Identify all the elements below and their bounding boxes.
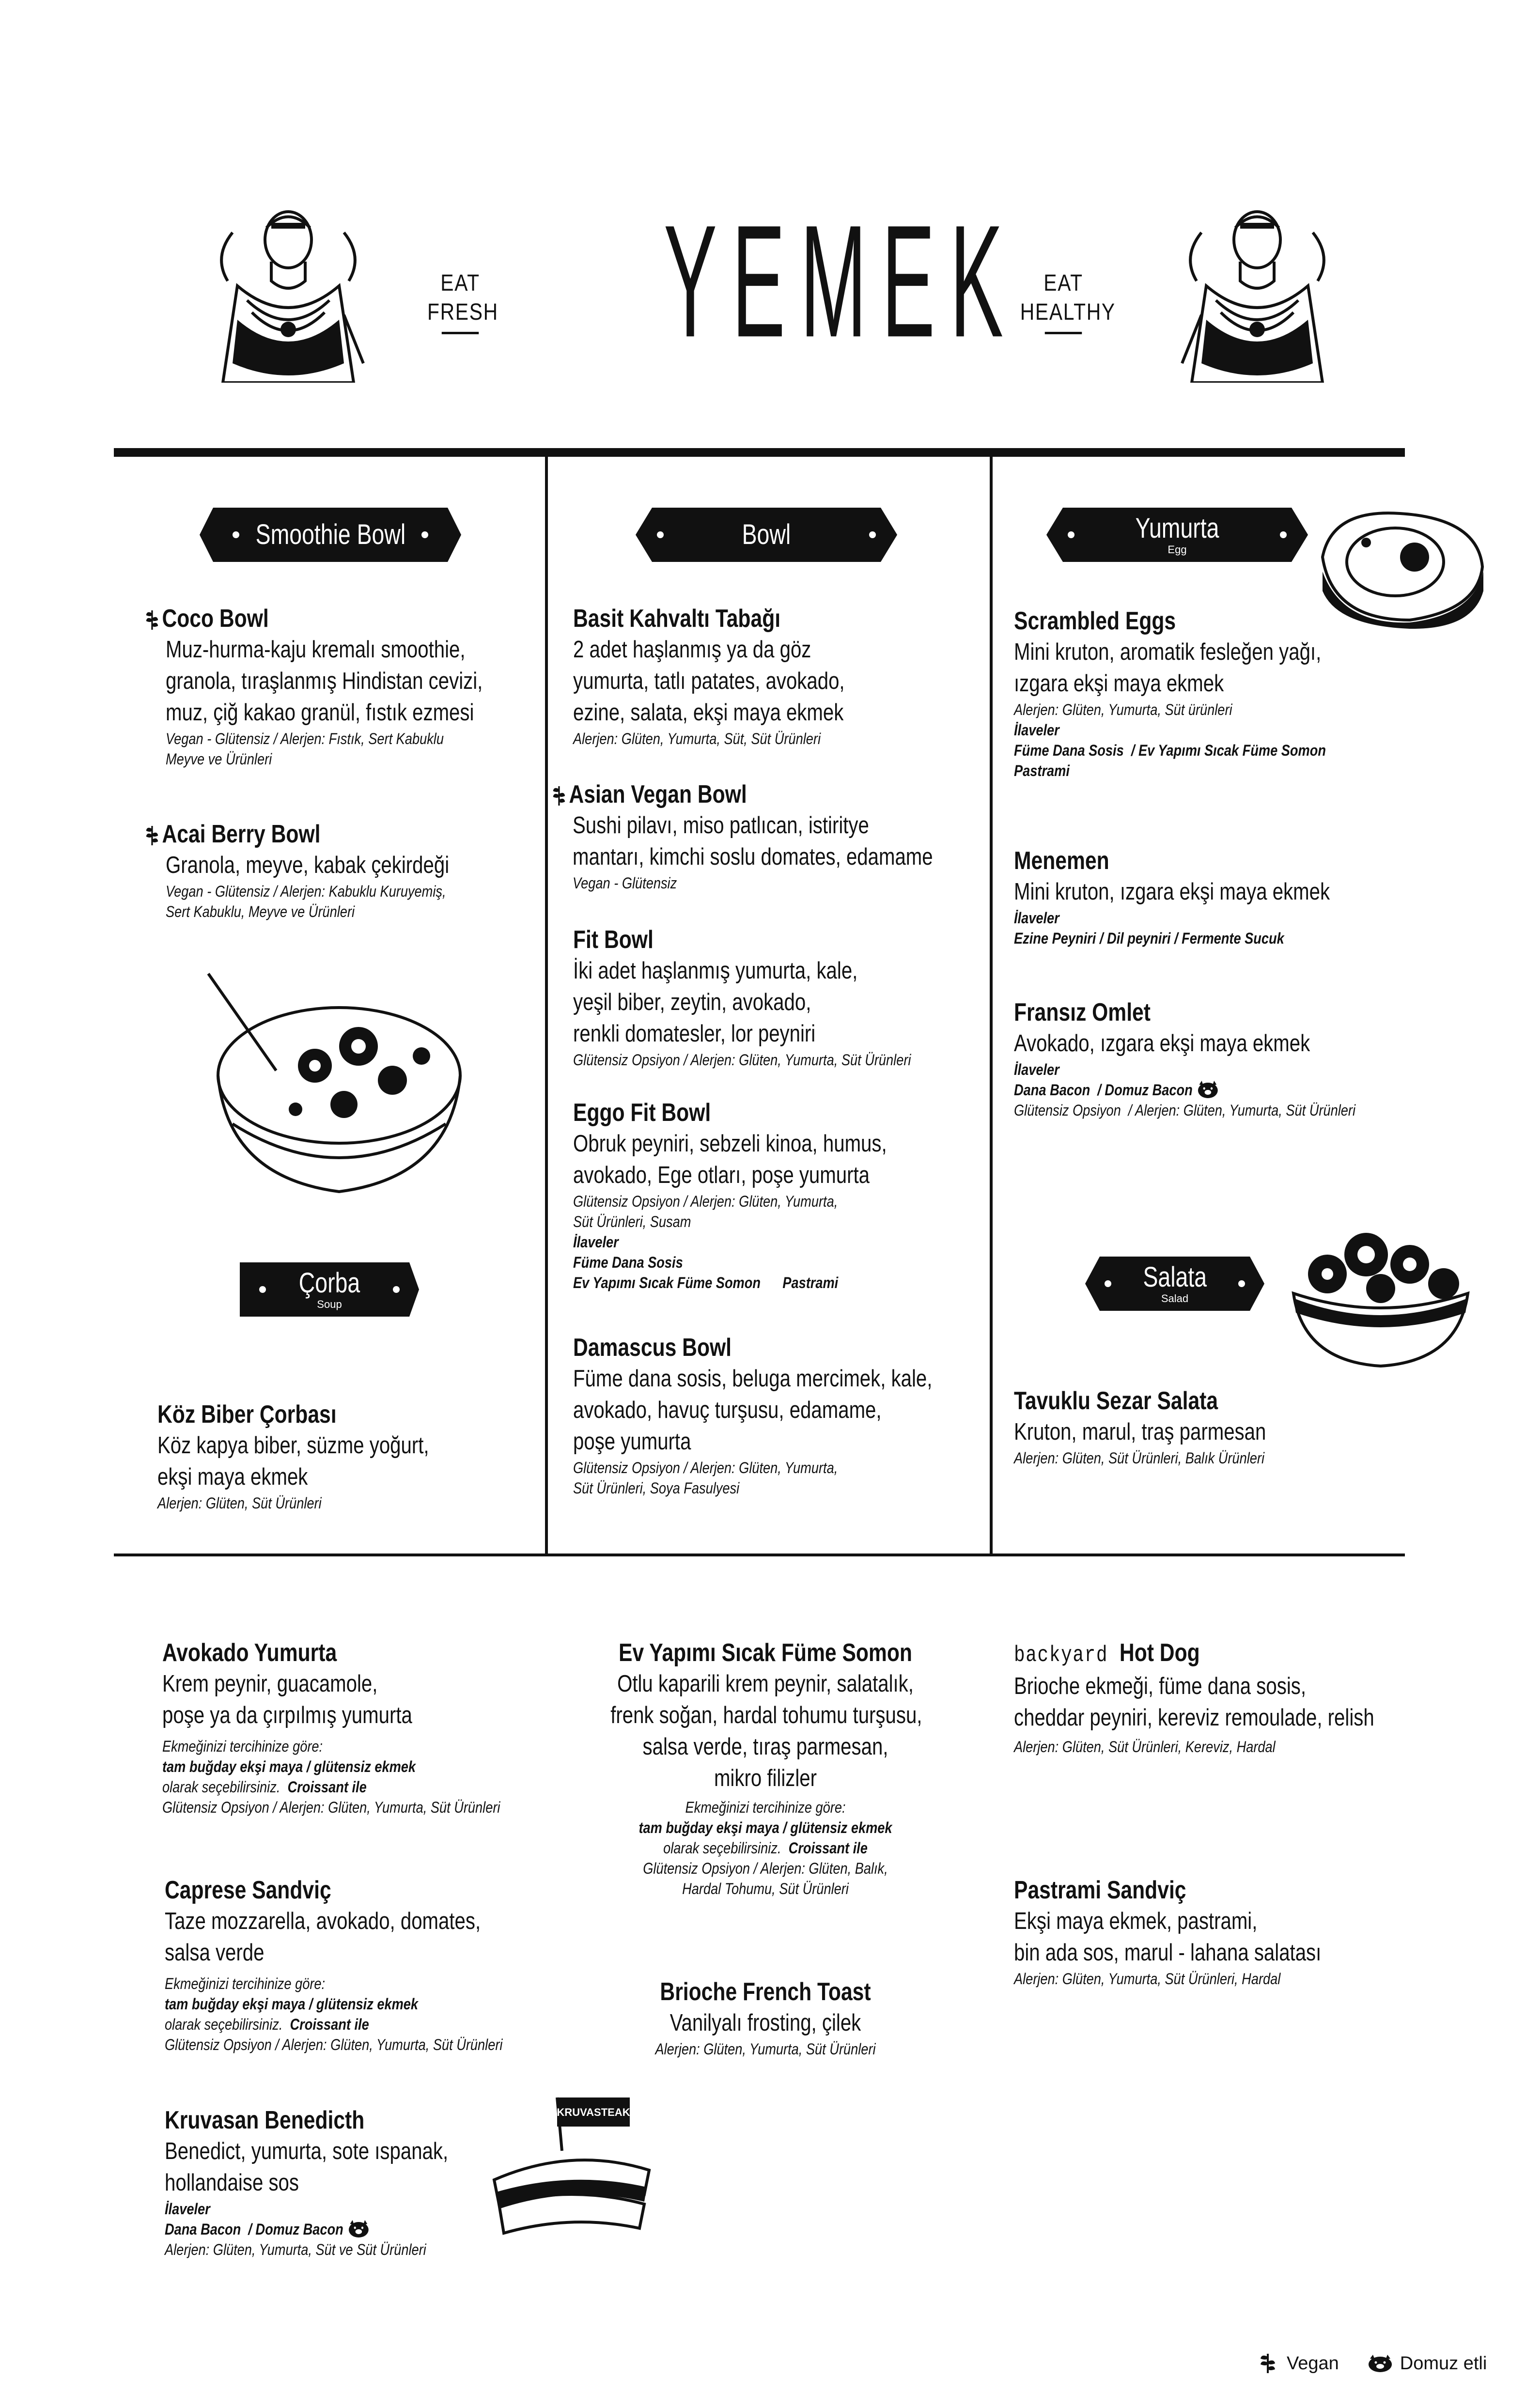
item-name-text: Hot Dog (1119, 1639, 1200, 1667)
bread-text: olarak seçebilirsiniz. (165, 2016, 283, 2033)
item-desc-line: ızgara ekşi maya ekmek (1014, 670, 1224, 697)
item-desc-line: renkli domatesler, lor peyniri (573, 1021, 816, 1047)
grid-bottom-divider (114, 1554, 1405, 1556)
item-name (145, 603, 479, 634)
bread-text: olarak seçebilirsiniz. (663, 1839, 781, 1857)
icon-legend (1260, 2352, 1487, 2375)
item-name-prefix: backyard (1014, 1643, 1108, 1668)
item-note-line: Glütensiz Opsiyon / Alerjen: Glüten, Balık, (643, 1860, 888, 1877)
extras-text: Dana Bacon / Domuz Bacon (1014, 1081, 1193, 1099)
pig-icon (1367, 2353, 1393, 2374)
item-note-line: Vegan - Glütensiz / Alerjen: Kabuklu Kuruyemiş, (166, 883, 446, 900)
item-desc-line: ezine, salata, ekşi maya ekmek (573, 699, 844, 726)
tagline-line-2: HEALTHY (1020, 299, 1116, 325)
header-divider (114, 448, 1405, 457)
section-subtitle: Egg (1168, 544, 1187, 556)
item-desc-line: 2 adet haşlanmış ya da göz (573, 637, 811, 663)
smoothie-bowl-illustration (199, 964, 475, 1206)
menu-item-menemen (1014, 845, 1399, 948)
section-title: Salata (1143, 1261, 1207, 1293)
item-desc-line: hollandaise sos (165, 2170, 299, 2196)
item-bread-line: tam buğday ekşi maya / glütensiz ekmek (162, 1758, 416, 1775)
item-desc-line: poşe ya da çırpılmış yumurta (162, 1702, 412, 1728)
item-name (552, 779, 929, 810)
item-desc-line: salsa verde, tıraş parmesan, (642, 1734, 888, 1760)
item-note-line: Vegan - Glütensiz (573, 874, 677, 892)
tagline-underline (1045, 332, 1082, 334)
item-extras-line: Füme Dana Sosis (573, 1254, 683, 1271)
section-title: Çorba (298, 1267, 360, 1299)
menu-item-koz-biber-corbasi (157, 1399, 489, 1513)
item-desc-line: granola, tıraşlanmış Hindistan cevizi, (166, 668, 483, 694)
pig-icon (343, 2221, 370, 2238)
item-bread-line: tam buğday ekşi maya / glütensiz ekmek (638, 1819, 892, 1836)
badge-dot (393, 1286, 400, 1293)
sandwich-flag-label: KRUVASTEAK (557, 2106, 630, 2118)
badge-dot (1238, 1280, 1245, 1287)
item-note-line: Sert Kabuklu, Meyve ve Ürünleri (166, 903, 355, 920)
item-name: Basit Kahvaltı Tabağı (573, 605, 781, 633)
item-name: Damascus Bowl (573, 1334, 732, 1362)
item-note-line: Hardal Tohumu, Süt Ürünleri (682, 1880, 849, 1897)
item-bread-line: Ekmeğinizi tercihinize göre: (685, 1799, 846, 1816)
item-note-line: Alerjen: Glüten, Yumurta, Süt ürünleri (1014, 701, 1232, 718)
sandwich-illustration (484, 2093, 659, 2243)
vegan-icon (145, 820, 162, 848)
item-extras-line: Ev Yapımı Sıcak Füme Somon Pastrami (573, 1274, 839, 1291)
menu-item-brioche-french-toast (576, 1976, 954, 2059)
item-desc-line: Muz-hurma-kaju kremalı smoothie, (166, 637, 466, 663)
item-desc-line: Otlu kaparili krem peynir, salatalık, (617, 1671, 914, 1697)
item-desc-line: salsa verde (165, 1940, 265, 1966)
item-bread-line (605, 1838, 926, 1858)
tagline-line-2: FRESH (427, 299, 498, 325)
item-name: Fit Bowl (573, 926, 654, 954)
badge-dot (421, 531, 428, 538)
item-name: Avokado Yumurta (162, 1639, 337, 1667)
section-badge-bowl (636, 508, 897, 562)
section-subtitle: Salad (1161, 1292, 1189, 1305)
menu-item-acai-berry-bowl (145, 819, 512, 922)
item-desc-line: Füme dana sosis, beluga mercimek, kale, (573, 1366, 933, 1392)
menu-item-fransiz-omlet (1014, 997, 1416, 1120)
item-extras-line (165, 2219, 459, 2239)
item-name: Pastrami Sandviç (1014, 1876, 1186, 1904)
item-extras-line: Füme Dana Sosis / Ev Yapımı Sıcak Füme Somon (1014, 742, 1326, 759)
tribal-figure-right-illustration (1168, 203, 1347, 383)
item-note-line: Vegan - Glütensiz / Alerjen: Fıstık, Sert Kabuklu (166, 730, 444, 747)
item-name: Caprese Sandviç (165, 1876, 331, 1904)
item-note-line: Alerjen: Glüten, Yumurta, Süt ve Süt Ürünleri (165, 2241, 426, 2258)
item-name (1014, 1637, 1374, 1671)
item-note-line: Alerjen: Glüten, Yumurta, Süt Ürünleri (655, 2040, 876, 2058)
menu-item-eggo-fit-bowl (573, 1097, 956, 1293)
item-desc-line: Brioche ekmeği, füme dana sosis, (1014, 1673, 1306, 1699)
item-desc-line: Köz kapya biber, süzme yoğurt, (157, 1432, 429, 1459)
item-name: Kruvasan Benedicth (165, 2106, 365, 2134)
item-name: Köz Biber Çorbası (157, 1400, 337, 1429)
bread-text: olarak seçebilirsiniz. (162, 1778, 280, 1796)
item-name: Scrambled Eggs (1014, 607, 1176, 635)
item-desc-line: frenk soğan, hardal tohumu turşusu, (610, 1702, 922, 1728)
menu-item-damascus-bowl (573, 1332, 1011, 1498)
legend-pork-label: Domuz etli (1400, 2353, 1487, 2374)
menu-item-fit-bowl (573, 924, 971, 1070)
section-title: Smoothie Bowl (255, 519, 405, 550)
item-desc-line: ekşi maya ekmek (157, 1464, 308, 1490)
item-desc-line: Mini kruton, aromatik fesleğen yağı, (1014, 639, 1322, 665)
item-bread-line (165, 2014, 502, 2035)
item-desc-line: Obruk peyniri, sebzeli kinoa, humus, (573, 1131, 887, 1157)
badge-dot (1068, 531, 1074, 538)
section-badge-corba (240, 1262, 419, 1317)
item-desc-line: cheddar peyniri, kereviz remoulade, relish (1014, 1705, 1374, 1731)
tribal-figure-left-illustration (199, 203, 378, 383)
item-desc-line: Kruton, marul, traş parmesan (1014, 1419, 1266, 1445)
item-name-text: Acai Berry Bowl (162, 820, 321, 848)
item-bread-line: tam buğday ekşi maya / glütensiz ekmek (165, 1995, 419, 2013)
item-note-line: Alerjen: Glüten, Süt Ürünleri (157, 1494, 322, 1512)
item-extras-label: İlaveler (165, 2200, 210, 2218)
item-extras-label: İlaveler (1014, 1061, 1059, 1078)
item-bread-line (162, 1777, 500, 1797)
item-desc-line: Vanilyalı frosting, çilek (670, 2010, 861, 2036)
item-extras-label: İlaveler (573, 1233, 619, 1251)
item-name: Fransız Omlet (1014, 998, 1151, 1026)
item-name-text: Coco Bowl (162, 605, 269, 633)
item-desc-line: bin ada sos, marul - lahana salatası (1014, 1940, 1322, 1966)
item-extras-label: İlaveler (1014, 909, 1059, 927)
vegan-icon (1260, 2352, 1280, 2375)
bread-croissant: Croissant ile (287, 1778, 367, 1796)
menu-item-basit-kahvalti (573, 603, 904, 749)
item-desc-line: avokado, Ege otları, poşe yumurta (573, 1162, 870, 1188)
bread-croissant: Croissant ile (290, 2016, 369, 2033)
badge-dot (657, 531, 664, 538)
section-badge-yumurta (1046, 508, 1308, 562)
item-bread-line: Ekmeğinizi tercihinize göre: (165, 1975, 326, 1992)
menu-item-kruvasan-benedicth (165, 2105, 511, 2260)
item-note-line: Alerjen: Glüten, Yumurta, Süt Ürünleri, Hardal (1014, 1970, 1281, 1988)
item-desc-line: yumurta, tatlı patates, avokado, (573, 668, 845, 694)
item-desc-line: poşe yumurta (573, 1429, 691, 1455)
menu-item-caprese-sandvic (165, 1875, 562, 2055)
section-title: Yumurta (1135, 513, 1219, 544)
pig-icon (1193, 1081, 1219, 1099)
item-extras-label: İlaveler (1014, 721, 1059, 739)
item-note-line: Alerjen: Glüten, Süt Ürünleri, Balık Ürünleri (1014, 1449, 1265, 1467)
legend-vegan-label: Vegan (1287, 2353, 1339, 2374)
item-name: Tavuklu Sezar Salata (1014, 1387, 1218, 1415)
badge-dot (1280, 531, 1287, 538)
badge-dot (1105, 1280, 1111, 1287)
item-note-line: Glütensiz Opsiyon / Alerjen: Glüten, Yumurta, Süt Ürünleri (573, 1051, 911, 1069)
item-note-line: Glütensiz Opsiyon / Alerjen: Glüten, Yumurta, (573, 1459, 838, 1476)
item-extras-line: Ezine Peyniri / Dil peyniri / Fermente Sucuk (1014, 930, 1284, 947)
item-desc-line: yeşil biber, zeytin, avokado, (573, 989, 811, 1015)
item-note-line: Alerjen: Glüten, Süt Ürünleri, Kereviz, Hardal (1014, 1738, 1276, 1756)
menu-item-pastrami-sandvic (1014, 1875, 1389, 1989)
item-name-text: Asian Vegan Bowl (569, 780, 747, 808)
item-note-line: Glütensiz Opsiyon / Alerjen: Glüten, Yumurta, (573, 1193, 838, 1210)
item-desc-line: Krem peynir, guacamole, (162, 1671, 378, 1697)
item-desc-line: Mini kruton, ızgara ekşi maya ekmek (1014, 879, 1330, 905)
tagline-underline (442, 332, 479, 334)
menu-item-ev-yapimi-sicak-fume-somon (576, 1637, 954, 1899)
item-desc-line: Sushi pilavı, miso patlıcan, istiritye (573, 812, 869, 839)
item-note-line: Süt Ürünleri, Susam (573, 1213, 691, 1230)
menu-item-scrambled-eggs (1014, 606, 1388, 781)
item-note-line: Süt Ürünleri, Soya Fasulyesi (573, 1479, 740, 1497)
tagline-line-1: EAT (1043, 270, 1083, 296)
item-name: Ev Yapımı Sıcak Füme Somon (619, 1639, 912, 1667)
menu-item-coco-bowl (145, 603, 552, 769)
extras-text: Dana Bacon / Domuz Bacon (165, 2221, 343, 2238)
menu-item-backyard-hot-dog (1014, 1637, 1453, 1757)
vegan-icon (145, 605, 162, 633)
vegan-icon (552, 780, 569, 808)
item-desc-line: İki adet haşlanmış yumurta, kale, (573, 958, 858, 984)
item-note-line: Meyve ve Ürünleri (166, 750, 272, 768)
item-desc-line: Taze mozzarella, avokado, domates, (165, 1908, 481, 1934)
item-desc-line: mantarı, kimchi soslu domates, edamame (573, 844, 933, 870)
badge-dot (259, 1286, 266, 1293)
item-desc-line: avokado, havuç turşusu, edamame, (573, 1397, 882, 1423)
eat-healthy-tagline (1020, 269, 1116, 334)
section-badge-smoothie-bowl (200, 508, 461, 562)
item-name: Eggo Fit Bowl (573, 1099, 711, 1127)
item-note-line: Glütensiz Opsiyon / Alerjen: Glüten, Yumurta, Süt Ürünleri (1014, 1102, 1355, 1119)
item-note-line: Glütensiz Opsiyon / Alerjen: Glüten, Yumurta, Süt Ürünleri (162, 1799, 500, 1816)
item-desc-line: Granola, meyve, kabak çekirdeği (166, 852, 450, 878)
bread-croissant: Croissant ile (788, 1839, 868, 1857)
section-badge-salata (1085, 1257, 1264, 1311)
item-bread-line: Ekmeğinizi tercihinize göre: (162, 1738, 323, 1755)
salad-bowl-illustration (1284, 1221, 1478, 1371)
menu-item-avokado-yumurta (162, 1637, 560, 1818)
item-name (145, 819, 446, 850)
item-note-line: Alerjen: Glüten, Yumurta, Süt, Süt Ürünleri (573, 730, 821, 747)
yemek-logo (664, 191, 1018, 371)
item-desc-line: Avokado, ızgara ekşi maya ekmek (1014, 1030, 1310, 1056)
item-extras-line: Pastrami (1014, 762, 1070, 779)
eat-fresh-tagline (427, 269, 498, 334)
item-extras-line (1014, 1080, 1355, 1100)
menu-item-asian-vegan-bowl (552, 779, 1012, 893)
logo-text: YEMEK (664, 191, 1018, 371)
item-desc-line: Ekşi maya ekmek, pastrami, (1014, 1908, 1258, 1934)
badge-dot (869, 531, 876, 538)
item-name: Brioche French Toast (660, 1978, 871, 2006)
section-subtitle: Soup (317, 1298, 342, 1310)
menu-item-tavuklu-sezar-salata (1014, 1385, 1322, 1468)
tagline-line-1: EAT (440, 270, 480, 296)
item-desc-line: muz, çiğ kakao granül, fıstık ezmesi (166, 699, 474, 726)
item-name: Menemen (1014, 847, 1109, 875)
item-note-line: Glütensiz Opsiyon / Alerjen: Glüten, Yumurta, Süt Ürünleri (165, 2036, 503, 2053)
item-desc-line: Benedict, yumurta, sote ıspanak, (165, 2138, 449, 2164)
section-title: Bowl (742, 519, 791, 550)
item-desc-line: mikro filizler (714, 1765, 817, 1791)
